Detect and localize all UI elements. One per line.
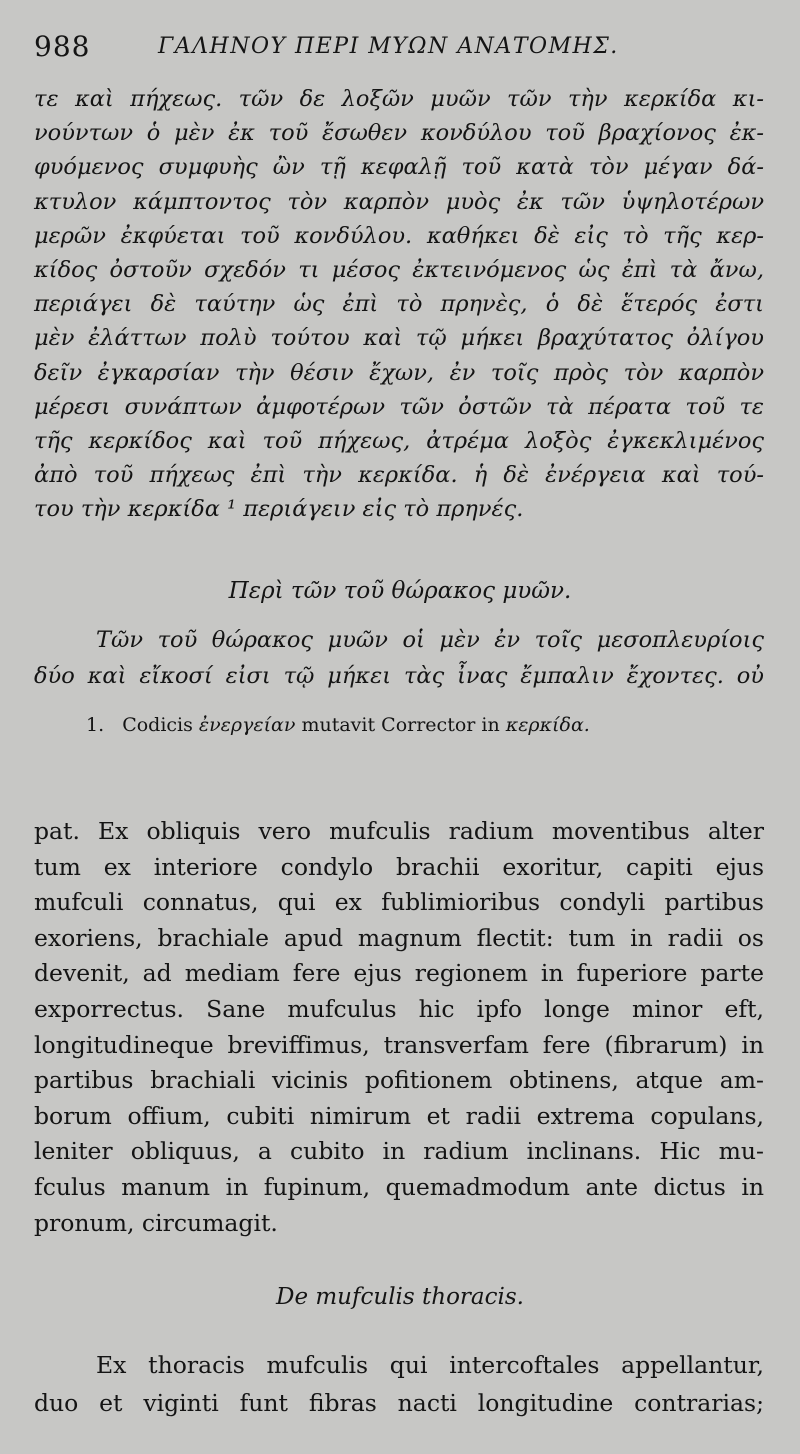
greek-line: τε καὶ πήχεως. τῶν δε λοξῶν μυῶν τῶν τὴν κερκίδα κι- xyxy=(34,86,764,112)
greek-line: δεῖν ἐγκαρσίαν τὴν θέσιν ἔχων, ἐν τοῖς πρὸς τὸν καρπὸν xyxy=(34,359,764,386)
footnote-mark: 1. xyxy=(86,714,105,736)
latin-line: pat. Ex obliquis vero mufculis radium moventibus alter xyxy=(34,817,764,845)
latin-line: borum offium, cubiti nimirum et radii extrema copulans, xyxy=(34,1101,764,1130)
greek-paragraph-thorax xyxy=(34,622,764,694)
latin-line: mufculi connatus, qui ex fublimioribus condyli partibus xyxy=(34,888,764,917)
footnote-text: Codicis xyxy=(122,714,193,736)
greek-paragraph xyxy=(34,82,764,526)
greek-line: μὲν ἐλάττων πολὺ τούτου καὶ τῷ μήκει βραχύτατος ὀλίγου xyxy=(34,325,764,352)
greek-line: περιάγει δὲ ταύτην ὡς ἐπὶ τὸ πρηνὲς, ὁ δὲ ἕτερός ἐστι xyxy=(34,291,764,318)
page-header xyxy=(34,30,766,70)
greek-line: μέρεσι συνάπτων ἀμφοτέρων τῶν ὀστῶν τὰ πέρατα τοῦ τε xyxy=(34,393,764,420)
greek-line: κίδος ὀστοῦν σχεδόν τι μέσος ἐκτεινόμενος ὡς ἐπὶ τὰ ἄνω, xyxy=(34,256,764,283)
footnote-greek-word: ἐνεργείαν xyxy=(198,714,296,736)
latin-line: tum ex interiore condylo brachii exoritur, capiti ejus xyxy=(34,852,764,881)
latin-line: exporrectus. Sane mufculus hic ipfo longe minor eft, xyxy=(34,994,764,1023)
latin-paragraph-thorax xyxy=(34,1346,764,1422)
latin-paragraph xyxy=(34,814,764,1241)
latin-line: longitudineque breviffimus, transverfam fere (fibrarum) in xyxy=(34,1030,764,1059)
footnote-text: mutavit Corrector in xyxy=(301,714,500,736)
greek-line: ἀπὸ τοῦ πήχεως ἐπὶ τὴν κερκίδα. ἡ δὲ ἐνέργεια καὶ τού- xyxy=(34,462,764,489)
footnote xyxy=(86,714,590,736)
latin-line: partibus brachiali vicinis pofitionem obtinens, atque am- xyxy=(34,1066,764,1095)
greek-line: νούντων ὁ μὲν ἐκ τοῦ ἔσωθεν κονδύλου τοῦ βραχίονος ἐκ- xyxy=(34,120,764,147)
greek-line: του τὴν κερκίδα ¹ περιάγειν εἰς τὸ πρηνές. xyxy=(34,496,524,523)
greek-line: φυόμενος συμφυὴς ὢν τῇ κεφαλῇ τοῦ κατὰ τὸν μέγαν δά- xyxy=(34,154,764,181)
greek-line: δύο καὶ εἴκοσί εἰσι τῷ μήκει τὰς ἶνας ἔμπαλιν ἔχοντες. οὐ xyxy=(34,663,764,689)
latin-line: duo et viginti funt fibras nacti longitudine contrarias; xyxy=(34,1389,764,1417)
greek-line: μερῶν ἐκφύεται τοῦ κονδύλου. καθήκει δὲ εἰς τὸ τῆς κερ- xyxy=(34,222,764,249)
latin-section-heading: De mufculis thoracis. xyxy=(276,1284,524,1310)
greek-section-heading: Περὶ τῶν τοῦ θώρακος μυῶν. xyxy=(228,578,572,604)
latin-line: pronum, circumagit. xyxy=(34,1208,278,1237)
greek-line: Τῶν τοῦ θώρακος μυῶν οἱ μὲν ἐν τοῖς μεσοπλευρίοις xyxy=(96,627,764,653)
greek-line: κτυλον κάμπτοντος τὸν καρπὸν μυὸς ἐκ τῶν ὑψηλοτέρων xyxy=(34,188,764,215)
latin-line: devenit, ad mediam fere ejus regionem in fuperiore parte xyxy=(34,959,764,988)
latin-line: leniter obliquus, a cubito in radium inclinans. Hic mu- xyxy=(34,1137,764,1166)
greek-line: τῆς κερκίδος καὶ τοῦ πήχεως, ἀτρέμα λοξὸς ἐγκεκλιμένος xyxy=(34,427,764,454)
latin-line: fculus manum in fupinum, quemadmodum ante dictus in xyxy=(34,1172,764,1201)
footnote-greek-word: κερκίδα. xyxy=(505,714,590,736)
latin-line: exoriens, brachiale apud magnum flectit: tum in radii os xyxy=(34,923,764,952)
page-number: 988 xyxy=(34,30,91,63)
latin-line: Ex thoracis mufculis qui intercoftales appellantur, xyxy=(96,1351,764,1379)
running-title: ΓΑΛΗΝΟΥ ΠΕΡΙ ΜΥΩΝ ΑΝΑΤΟΜΗΣ. xyxy=(158,34,619,59)
